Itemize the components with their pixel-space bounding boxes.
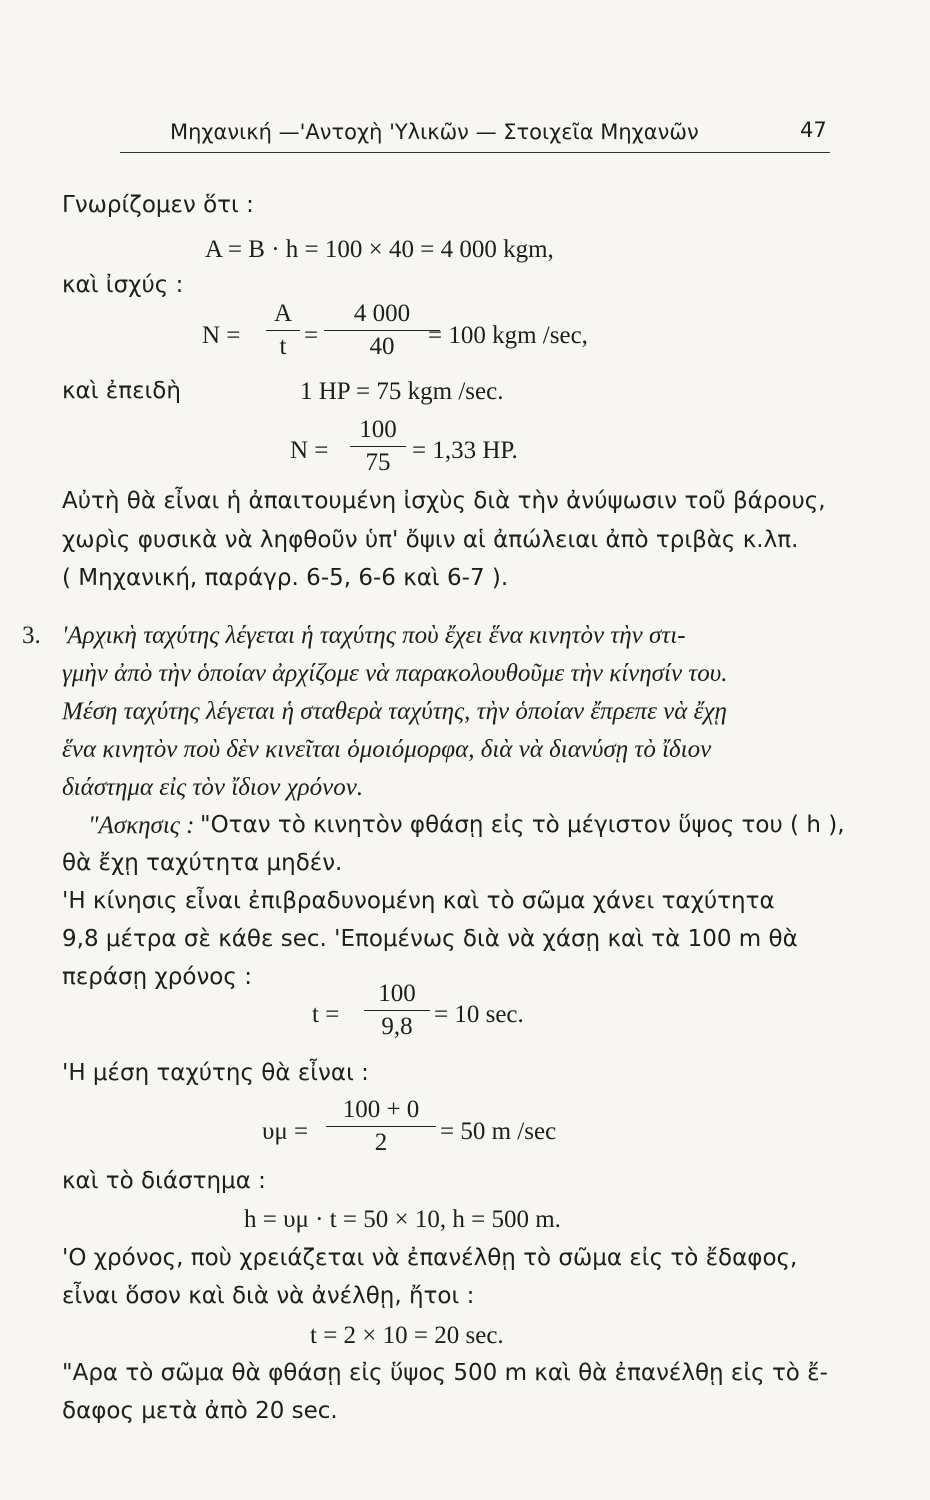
exercise-line: 'Η κίνησις εἶναι ἐπιβραδυνομένη καὶ τὸ σῶμα χάνει ταχύτητα xyxy=(62,888,775,914)
fraction-bar xyxy=(324,330,440,331)
eq-power-f2-den: 40 xyxy=(369,333,395,360)
eq-n-rhs: = 1,33 HP. xyxy=(412,437,518,464)
eq-v-rhs: = 50 m /sec xyxy=(440,1118,557,1145)
exercise-line: δαφος μετὰ ἀπὸ 20 sec. xyxy=(62,1398,338,1424)
eq-power-f1-den: t xyxy=(279,333,287,360)
definition-line: ἕνα κινητὸν ποὺ δὲν κινεῖται ὁμοιόμορφα, διὰ νὰ διανύσῃ τὸ ἴδιον xyxy=(62,736,712,763)
definition-line: 'Αρχικὴ ταχύτης λέγεται ἡ ταχύτης ποὺ ἔχει ἕνα κινητὸν τὴν στι- xyxy=(62,622,686,649)
page-number: 47 xyxy=(800,118,827,142)
label-power: καὶ ἰσχύς : xyxy=(62,272,184,298)
paragraph-line: ( Μηχανική, παράγρ. 6-5, 6-6 καὶ 6-7 ). xyxy=(62,565,509,591)
exercise-line: θὰ ἔχῃ ταχύτητα μηδέν. xyxy=(62,850,343,876)
eq-t-lhs: t = xyxy=(312,1001,340,1028)
running-header-title: Μηχανική —'Αντοχὴ 'Υλικῶν — Στοιχεῖα Μηχανῶν xyxy=(170,120,699,144)
fraction-bar xyxy=(326,1126,436,1127)
definition-line: γμὴν ἀπὸ τὴν ὁποίαν ἀρχίζομε νὰ παρακολουθοῦμε τὴν κίνησίν του. xyxy=(62,660,728,687)
eq-t-num: 100 xyxy=(378,980,416,1007)
eq-power-fraction-2 xyxy=(324,300,440,361)
exercise-line: 'Ο χρόνος, ποὺ χρειάζεται νὰ ἐπανέλθῃ τὸ σῶμα εἰς τὸ ἔδαφος, xyxy=(62,1245,798,1271)
eq-v-fraction xyxy=(326,1096,436,1157)
exercise-line: 'Η μέση ταχύτης θὰ εἶναι : xyxy=(62,1060,369,1086)
exercise-line: 9,8 μέτρα σὲ κάθε sec. 'Επομένως διὰ νὰ χάσῃ καὶ τὰ 100 m θὰ xyxy=(62,926,798,952)
equation-total-time: t = 2 × 10 = 20 sec. xyxy=(310,1322,504,1349)
exercise-line: καὶ τὸ διάστημα : xyxy=(62,1168,266,1194)
eq-n-den: 75 xyxy=(365,449,391,476)
fraction-bar xyxy=(364,1010,430,1011)
definition-line: Μέση ταχύτης λέγεται ἡ σταθερὰ ταχύτης, τὴν ὁποίαν ἔπρεπε νὰ ἔχῃ xyxy=(62,698,727,725)
equation-hp: 1 HP = 75 kgm /sec. xyxy=(300,378,504,405)
fraction-bar xyxy=(350,446,406,447)
eq-power-lhs: N = xyxy=(202,322,241,349)
eq-t-rhs: = 10 sec. xyxy=(434,1001,524,1028)
exercise-line: "Αρα τὸ σῶμα θὰ φθάσῃ εἰς ὕψος 500 m καὶ θὰ ἐπανέλθῃ εἰς τὸ ἔ- xyxy=(62,1360,828,1386)
definition-line: διάστημα εἰς τὸν ἴδιον χρόνον. xyxy=(62,774,364,801)
fraction-bar xyxy=(266,330,300,331)
exercise-line: περάσῃ χρόνος : xyxy=(62,964,252,990)
paragraph-line: Αὐτὴ θὰ εἶναι ἡ ἀπαιτουμένη ἰσχὺς διὰ τὴν ἀνύψωσιν τοῦ βάρους, xyxy=(62,488,826,514)
label-since: καὶ ἐπειδὴ xyxy=(62,378,181,404)
label-know: Γνωρίζομεν ὅτι : xyxy=(62,192,254,218)
equation-work: A = B · h = 100 × 40 = 4 000 kgm, xyxy=(205,236,554,263)
eq-v-den: 2 xyxy=(374,1129,388,1156)
eq-power-fraction-1 xyxy=(266,300,300,361)
eq-n-lhs: N = xyxy=(290,437,329,464)
eq-t-den: 9,8 xyxy=(381,1013,413,1040)
eq-power-f1-num: A xyxy=(273,300,293,327)
eq-v-num: 100 + 0 xyxy=(342,1096,420,1123)
exercise-line: εἶναι ὅσον καὶ διὰ νὰ ἀνέλθῃ, ἤτοι : xyxy=(62,1283,475,1309)
exercise-label: "Ασκησις : xyxy=(88,812,195,839)
equation-distance: h = υμ · t = 50 × 10, h = 500 m. xyxy=(244,1206,561,1233)
eq-power-rhs: = 100 kgm /sec, xyxy=(428,322,588,349)
paragraph-line: χωρὶς φυσικὰ νὰ ληφθοῦν ὑπ' ὄψιν αἱ ἀπώλειαι ἀπὸ τριβὰς κ.λπ. xyxy=(62,527,799,553)
eq-n-num: 100 xyxy=(359,416,397,443)
eq-power-eq: = xyxy=(304,322,319,349)
section-number: 3. xyxy=(22,622,41,649)
eq-v-lhs: υμ = xyxy=(262,1118,309,1145)
header-rule xyxy=(120,152,830,153)
eq-n-fraction xyxy=(350,416,406,477)
eq-t-fraction xyxy=(364,980,430,1041)
eq-power-f2-num: 4 000 xyxy=(353,300,411,327)
exercise-line: "Οταν τὸ κινητὸν φθάσῃ εἰς τὸ μέγιστον ὕψος του ( h ), xyxy=(200,812,845,838)
